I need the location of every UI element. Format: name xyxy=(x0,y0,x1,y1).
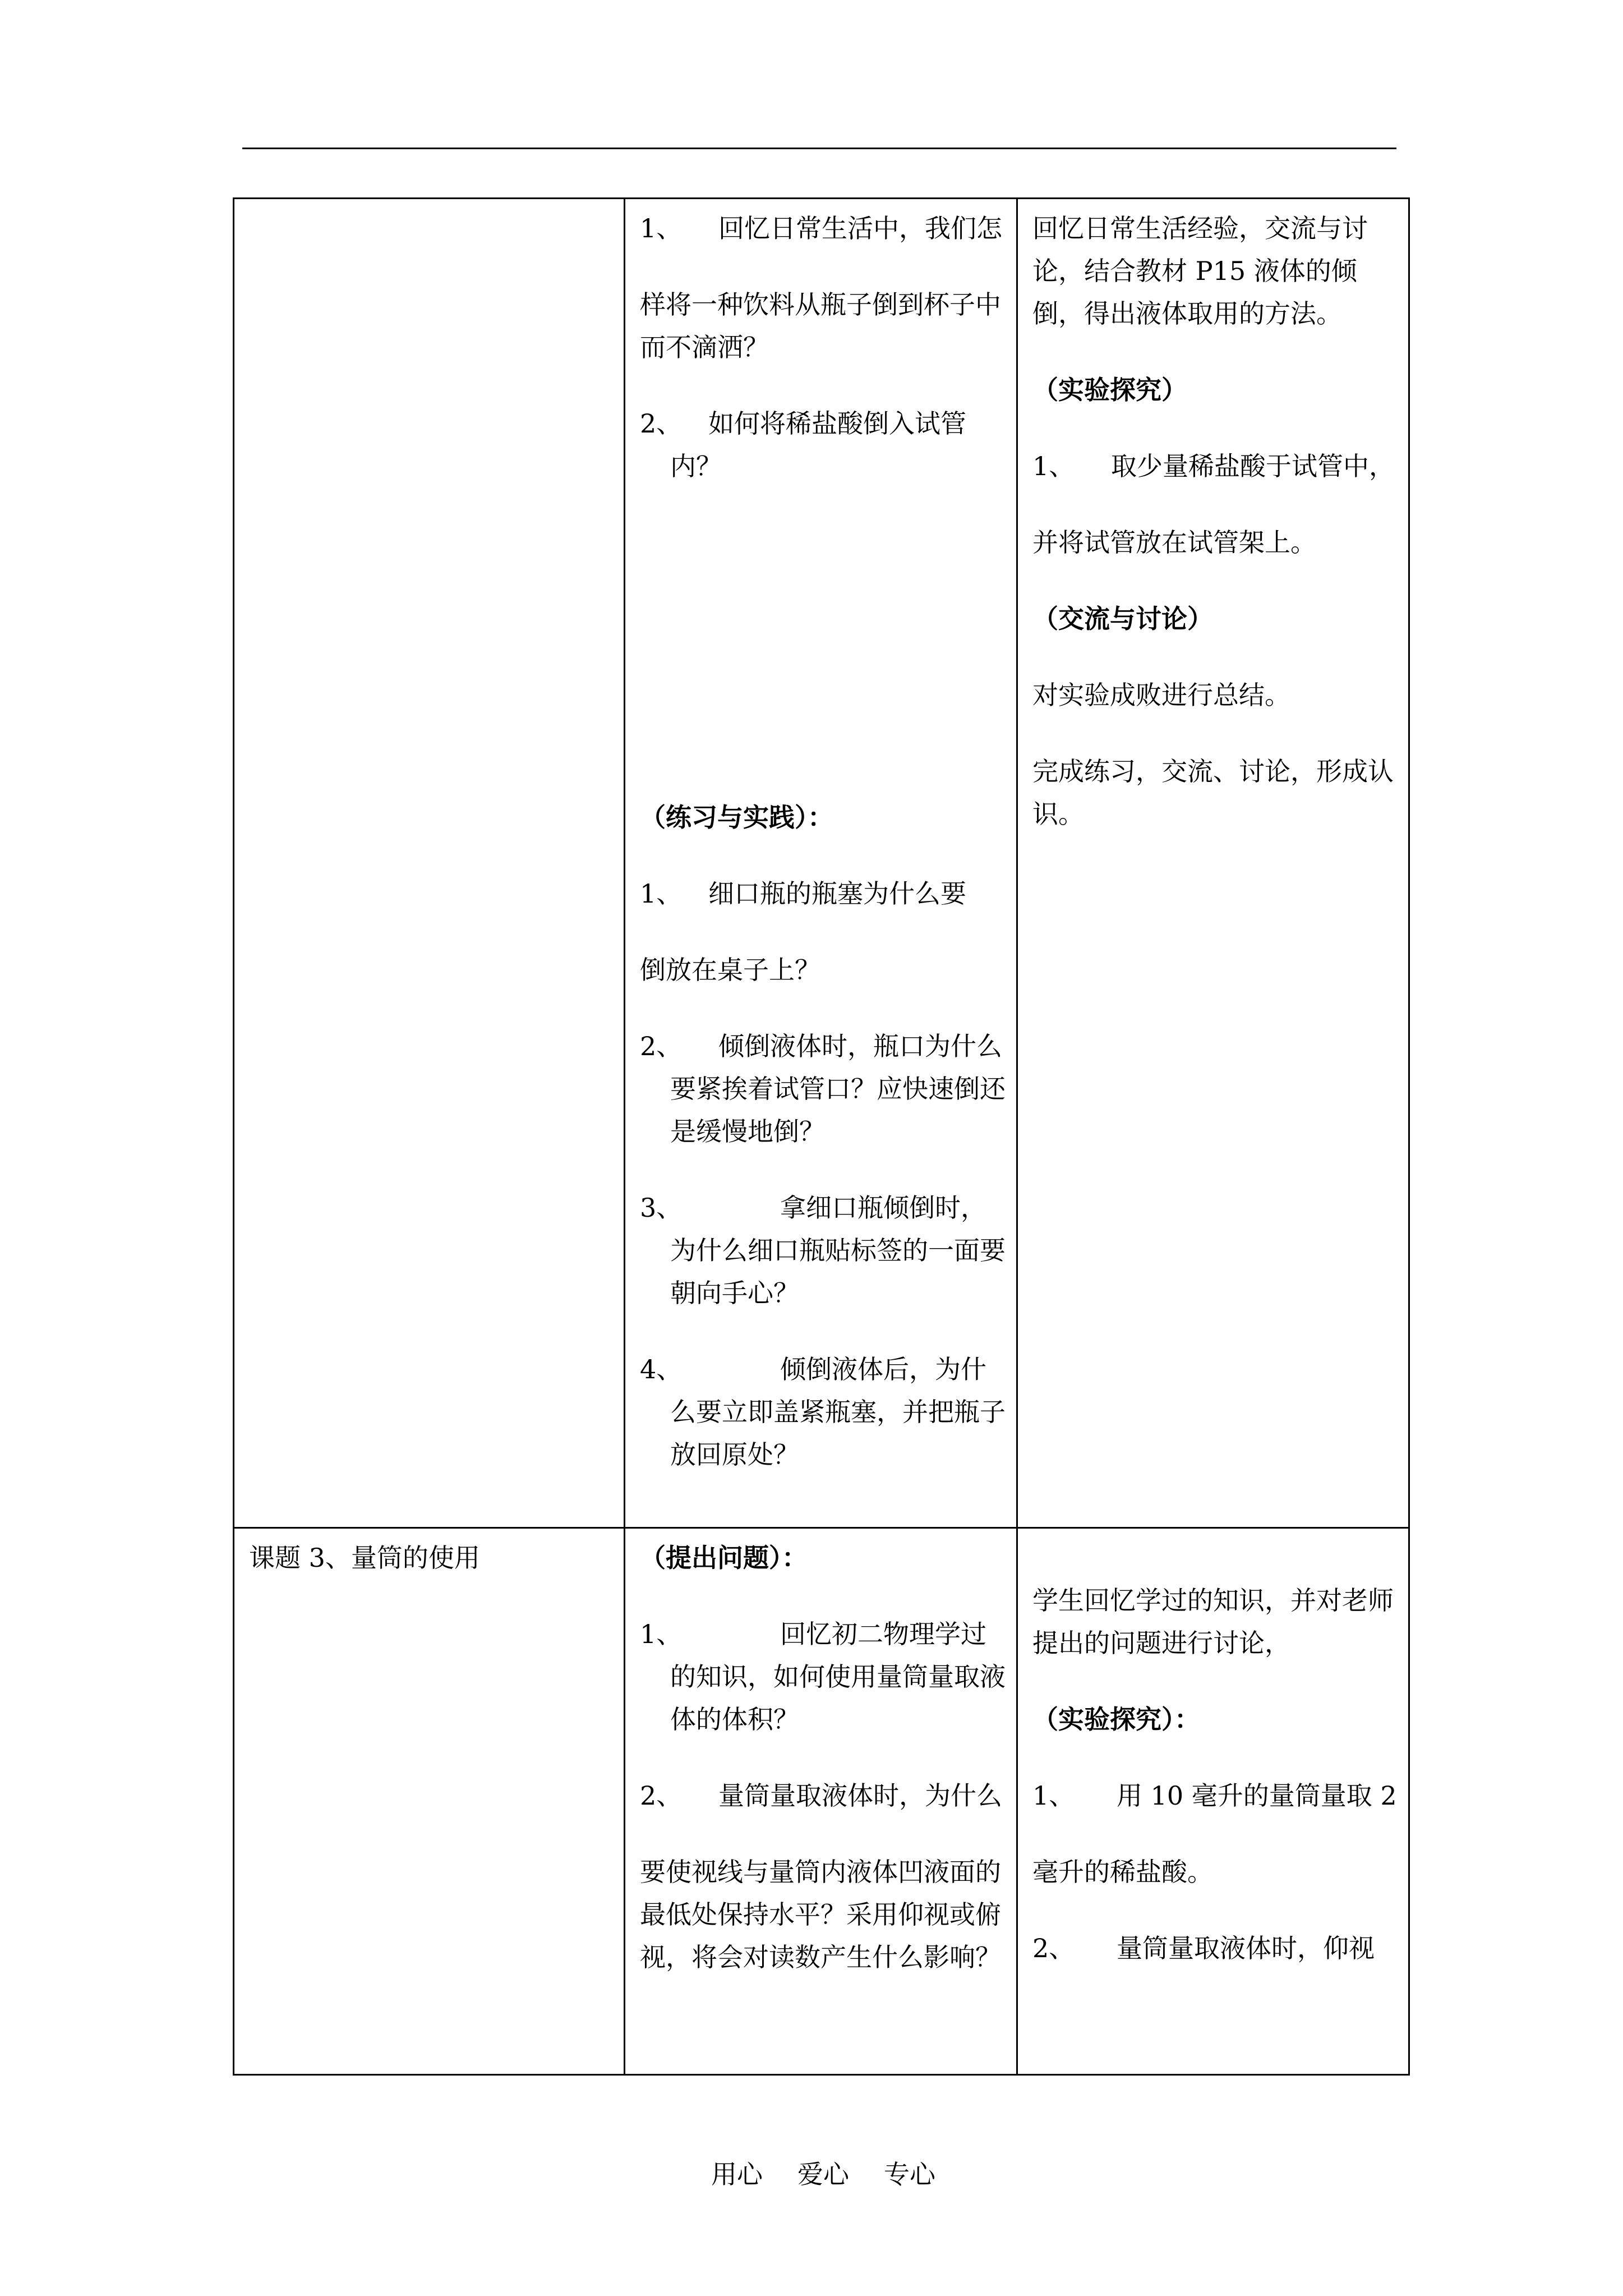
practice-text: 完成练习，交流、讨论，形成认识。 xyxy=(1032,756,1394,829)
question-continuation: 要使视线与量筒内液体凹液面的最低处保持水平？采用仰视或俯视，将会对读数产生什么影响？ xyxy=(640,1857,1001,1972)
footer-word: 用心 xyxy=(711,2159,763,2189)
experiment-item: 1、 用 10 毫升的量筒量取 2 xyxy=(1032,1780,1397,1811)
student-intro: 回忆日常生活经验，交流与讨论，结合教材 P15 液体的倾倒，得出液体取用的方法。 xyxy=(1032,213,1368,329)
practice-heading: （练习与实践）： xyxy=(640,802,833,832)
summary-text: 对实验成败进行总结。 xyxy=(1032,680,1290,710)
explore-heading: （实验探究）： xyxy=(1032,1704,1200,1734)
question-item: 2、 量筒量取液体时，为什么 xyxy=(640,1780,1002,1811)
experiment-item: 1、 取少量稀盐酸于试管中， xyxy=(1032,451,1395,481)
discuss-heading: （交流与讨论） xyxy=(1032,604,1213,634)
topic-cell-empty xyxy=(234,199,625,1528)
spacer xyxy=(1032,1536,1400,1579)
experiment-continuation: 毫升的稀盐酸。 xyxy=(1032,1857,1213,1887)
practice-item: 1、 细口瓶的瓶塞为什么要 xyxy=(640,878,966,909)
experiment-continuation: 并将试管放在试管架上。 xyxy=(1032,527,1316,558)
explore-heading: （实验探究） xyxy=(1032,375,1187,405)
question-continuation: 样将一种饮料从瓶子倒到杯子中而不滴洒？ xyxy=(640,289,1001,362)
table-row xyxy=(234,1528,1409,2075)
topic-cell xyxy=(234,1528,625,2075)
teacher-activity-cell xyxy=(625,1528,1017,2075)
topic-title: 课题 3、量筒的使用 xyxy=(249,1543,480,1573)
practice-item: 4、 倾倒液体后，为什么要立即盖紧瓶塞，并把瓶子放回原处？ xyxy=(640,1354,1006,1470)
teacher-activity-cell xyxy=(625,199,1017,1528)
practice-item: 3、 拿细口瓶倾倒时，为什么细口瓶贴标签的一面要朝向手心？ xyxy=(640,1193,1006,1308)
practice-item: 2、 倾倒液体时，瓶口为什么要紧挨着试管口？应快速倒还是缓慢地倒？ xyxy=(640,1031,1006,1147)
footer-word: 爱心 xyxy=(797,2159,849,2189)
footer-word: 专心 xyxy=(884,2159,935,2189)
question-item: 1、 回忆日常生活中，我们怎 xyxy=(640,213,1002,243)
lesson-table xyxy=(233,197,1410,2076)
question-item: 2、 如何将稀盐酸倒入试管内？ xyxy=(640,408,966,481)
student-intro: 学生回忆学过的知识，并对老师提出的问题进行讨论， xyxy=(1032,1585,1394,1658)
spacer xyxy=(640,521,1008,796)
page-footer xyxy=(711,2154,935,2191)
practice-continuation: 倒放在桌子上？ xyxy=(640,955,820,985)
question-heading: （提出问题）： xyxy=(640,1543,808,1573)
question-item: 1、 回忆初二物理学过的知识，如何使用量筒量取液体的体积？ xyxy=(640,1619,1006,1734)
student-activity-cell xyxy=(1017,1528,1409,2075)
student-activity-cell xyxy=(1017,199,1409,1528)
experiment-item: 2、 量筒量取液体时，仰视 xyxy=(1032,1933,1375,1963)
header-rule xyxy=(242,148,1396,149)
table-row xyxy=(234,199,1409,1528)
